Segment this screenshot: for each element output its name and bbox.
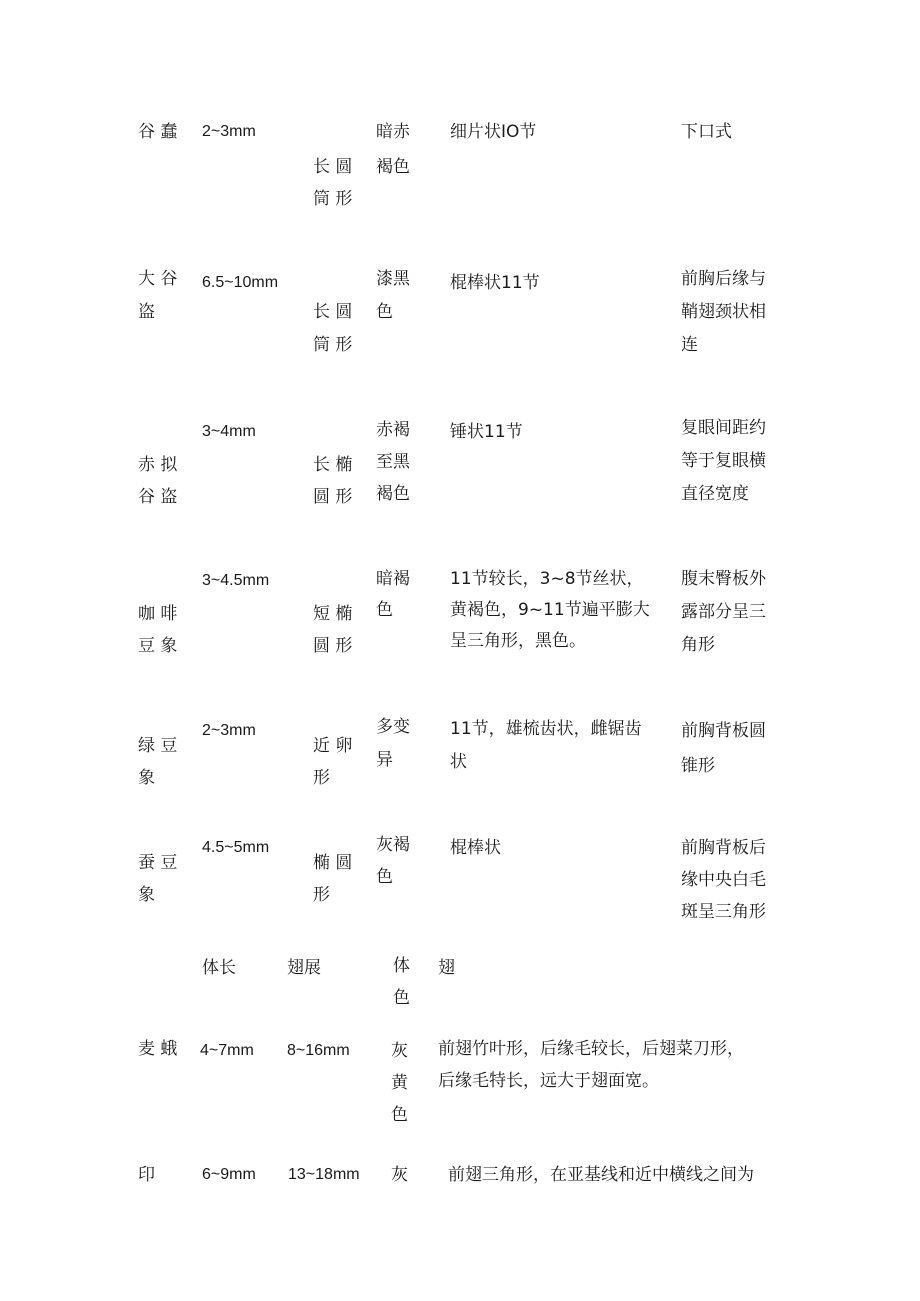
wing-description: 后缘毛特长，远大于翅面宽。 [438, 1071, 659, 1091]
feature: 复眼间距约 [681, 418, 766, 438]
body-shape: 长 圆 [313, 157, 353, 177]
body-shape: 形 [313, 885, 330, 905]
body-color: 漆黑 [376, 269, 410, 289]
body-shape: 形 [313, 768, 330, 788]
feature: 鞘翅颈状相 [681, 302, 766, 322]
wing-description: 前翅竹叶形，后缘毛较长，后翅菜刀形， [438, 1039, 744, 1059]
body-shape: 筒 形 [313, 189, 353, 209]
wingspan: 13~18mm [288, 1166, 360, 1183]
species-name: 赤 拟 [138, 455, 178, 475]
antenna: 11节较长，3~8节丝状， [450, 569, 644, 589]
species-name: 大 谷 [138, 269, 178, 289]
body-color: 色 [376, 600, 393, 620]
antenna: 黄褐色，9~11节遍平膨大 [450, 600, 650, 620]
header-wingspan: 翅展 [287, 958, 321, 978]
feature: 斑呈三角形 [681, 902, 766, 922]
feature: 等于复眼横 [681, 451, 766, 471]
feature: 腹末臀板外 [681, 569, 766, 589]
body-color: 赤褐 [376, 420, 410, 440]
feature: 前胸背板圆 [681, 721, 766, 741]
body-color: 色 [376, 867, 393, 887]
antenna: 细片状IO节 [450, 122, 537, 142]
header-body-color: 体 [393, 956, 410, 976]
body-shape: 长 圆 [313, 302, 353, 322]
antenna: 棍棒状11节 [450, 273, 540, 293]
species-name: 谷 盗 [138, 487, 178, 507]
body-color: 色 [376, 302, 393, 322]
species-name: 谷 蠢 [138, 122, 178, 142]
body-color: 褐色 [376, 157, 410, 177]
body-color: 色 [391, 1105, 408, 1125]
body-color: 异 [376, 750, 393, 770]
antenna: 11节，雄梳齿状，雌锯齿 [450, 719, 642, 739]
antenna: 呈三角形，黑色。 [450, 631, 586, 651]
feature: 角形 [681, 635, 715, 655]
species-name: 豆 象 [138, 636, 178, 656]
header-body-color: 色 [393, 988, 410, 1008]
body-color: 多变 [376, 717, 410, 737]
body-color: 暗褐 [376, 569, 410, 589]
feature: 连 [681, 335, 698, 355]
body-color: 黄 [391, 1073, 408, 1093]
body-length: 4~7mm [200, 1042, 254, 1059]
species-name: 蚕 豆 [138, 853, 178, 873]
species-name: 绿 豆 [138, 736, 178, 756]
antenna: 锤状11节 [450, 422, 523, 442]
feature: 直径宽度 [681, 484, 749, 504]
feature: 下口式 [681, 122, 732, 142]
body-shape: 圆 形 [313, 636, 353, 656]
body-shape: 筒 形 [313, 335, 353, 355]
species-name: 印 [138, 1165, 155, 1185]
body-shape: 长 椭 [313, 455, 353, 475]
feature: 前胸背板后 [681, 838, 766, 858]
feature: 露部分呈三 [681, 602, 766, 622]
body-length: 3~4mm [202, 423, 256, 440]
body-shape: 短 椭 [313, 604, 353, 624]
antenna: 棍棒状 [450, 838, 501, 858]
body-color: 至黑 [376, 452, 410, 472]
body-color: 灰 [391, 1165, 408, 1185]
species-name: 象 [138, 768, 155, 788]
body-length: 2~3mm [202, 722, 256, 739]
species-name: 咖 啡 [138, 604, 178, 624]
species-name: 盗 [138, 302, 155, 322]
body-shape: 近 卵 [313, 736, 353, 756]
wingspan: 8~16mm [287, 1042, 350, 1059]
species-name: 象 [138, 885, 155, 905]
body-length: 6.5~10mm [202, 274, 279, 291]
wing-description: 前翅三角形，在亚基线和近中横线之间为 [448, 1165, 754, 1185]
feature: 缘中央白毛 [681, 870, 766, 890]
body-shape: 椭 圆 [313, 853, 353, 873]
body-color: 褐色 [376, 484, 410, 504]
body-length: 2~3mm [202, 123, 256, 140]
species-name: 麦 蛾 [138, 1039, 178, 1059]
body-length: 6~9mm [202, 1166, 256, 1183]
feature: 锥形 [681, 756, 715, 776]
body-color: 暗赤 [376, 122, 410, 142]
header-body-length: 体长 [202, 958, 236, 978]
body-shape: 圆 形 [313, 487, 353, 507]
header-wing: 翅 [438, 958, 455, 978]
feature: 前胸后缘与 [681, 269, 766, 289]
antenna: 状 [450, 752, 467, 772]
body-length: 3~4.5mm [202, 572, 270, 589]
body-color: 灰 [391, 1041, 408, 1061]
body-length: 4.5~5mm [202, 839, 270, 856]
body-color: 灰褐 [376, 835, 410, 855]
